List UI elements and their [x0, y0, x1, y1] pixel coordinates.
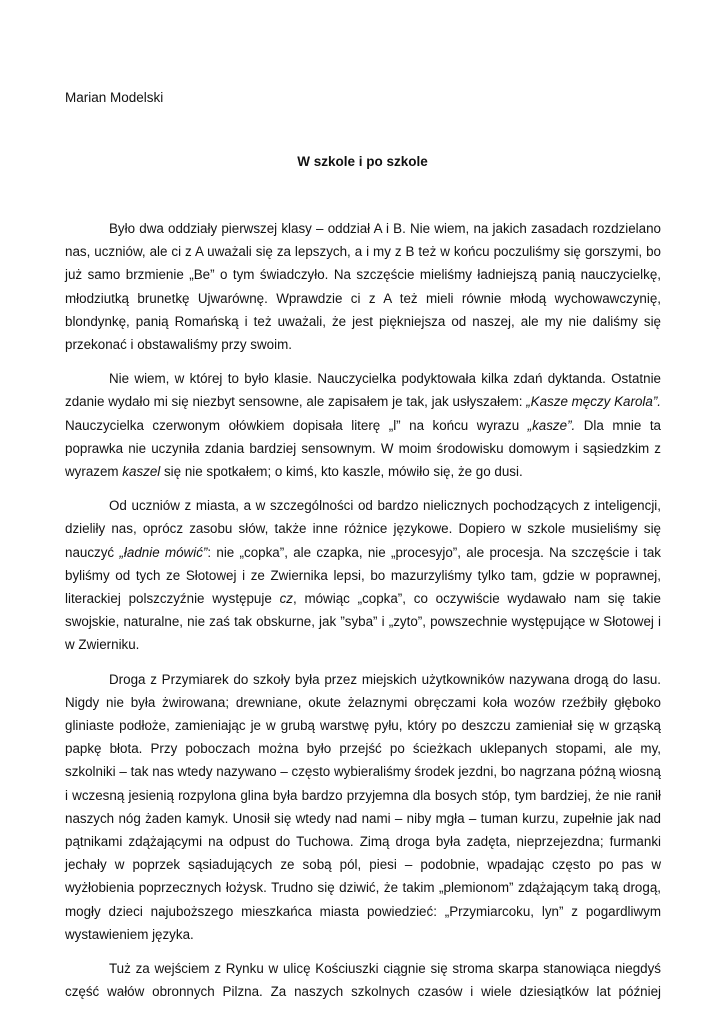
italic-segment: „ładnie mówić”: [119, 544, 208, 560]
text-segment: : nie „copka”, ale czapka, nie „procesyjo”, ale procesja. Na szczęście i tak byliśmy od tych ze Słotowej i ze Zwiernika lepsi, bo mazurzyliśmy tylko tam, gdzie w poprawnej, literackiej polszczyźnie występuje: [65, 544, 662, 607]
paragraph-4: [65, 668, 661, 946]
paragraph-2: [65, 367, 661, 483]
text-segment: Nie wiem, w której to było klasie. Nauczycielka podyktowała kilka zdań dyktanda. Ostatnie zdanie wydało mi się niezbyt sensowne, ale zapisałem je tak, jak usłyszałem:: [65, 371, 661, 410]
paragraph-3: [65, 494, 661, 656]
text-segment: Było dwa oddziały pierwszej klasy – oddział A i B. Nie wiem, na jakich zasadach rozdzielano nas, uczniów, ale ci z A uważali się za lepszych, a i my z B też w końcu poczuliśmy się gorszymi, bo już samo brzmienie „Be” o tym świadczyło. Na szczęście mieliśmy ładniejszą panią nauczycielkę, młodziutką brunetkę Ujwarównę. Wprawdzie ci z A też mieli równie młodą wychowawczynię, blondynkę, panią Romańską i też uważali, że jest piękniejsza od naszej, ale my nie daliśmy się przekonać i obstawaliśmy przy swoim.: [65, 221, 661, 353]
italic-segment: cz: [279, 591, 293, 607]
text-segment: Dla mnie ta poprawka nie uczyniła zdania bardziej sensownym. W moim środowisku domowym i sąsiedzkim z wyrazem: [65, 417, 661, 480]
paragraph-1: [65, 217, 661, 356]
text-segment: Nauczycielka czerwonym ołówkiem dopisała literę „l” na końcu wyrazu: [65, 417, 528, 433]
author-name: Marian Modelski: [65, 90, 164, 105]
italic-segment: „Kasze męczy Karola”.: [526, 394, 661, 410]
italic-segment: kaszel: [122, 464, 161, 480]
document-title: W szkole i po szkole: [297, 154, 428, 169]
text-segment: się nie spotkałem; o kimś, kto kaszle, mówiło się, że go dusi.: [160, 464, 523, 480]
text-segment: , mówiąc „copka”, co oczywiście wydawało nam się takie swojskie, naturalne, nie zaś tak obskurne, jak ”syba” i „zyto”, powszechnie występujące w Słotowej i w Zwierniku.: [65, 591, 661, 653]
paragraph-5: [65, 957, 661, 1003]
italic-segment: „kasze”.: [527, 417, 576, 433]
text-segment: Tuż za wejściem z Rynku w ulicę Kościuszki ciągnie się stroma skarpa stanowiąca niegdyś część wałów obronnych Pilzna. Za naszych szkolnych czasów i wiele dziesiątków lat później: [65, 961, 661, 1000]
text-segment: Od uczniów z miasta, a w szczególności od bardzo nielicznych pochodzących z inteligencji, dzieliły nas, oprócz zasobu słów, także inne różnice językowe. Dopiero w szkole musieliśmy się nauczyć: [65, 498, 661, 560]
text-segment: Droga z Przymiarek do szkoły była przez miejskich użytkowników nazywana drogą do lasu. Nigdy nie była żwirowana; drewniane, okute żelaznymi obręczami koła wozów rzeźbiły głęboko gliniaste podłoże, zamieniając je w grubą warstwę pyłu, który po deszczu zamieniał się w grząską papkę błota. Przy poboczach można było przejść po ścieżkach uklepanych stopami, ale my, szkolniki – tak nas wtedy nazywano – często wybieraliśmy środek jezdni, bo nagrzana późną wiosną i wczesną jesienią rozpylona glina była bardzo przyjemna dla bosych stóp, tym bardziej, że nie ranił naszych nóg żaden kamyk. Unosił się wtedy nad nami – niby mgła – tuman kurzu, zupełnie jak nad pątnikami zdążającymi na odpust do Tuchowa. Zimą droga była zadęta, nieprzejezdna; furmanki jechały w poprzek sąsiadujących ze sobą pól, piesi – podobnie, wpadając często po pas w wyżłobienia poprzecznych łożysk. Trudno się dziwić, że takim „plemionom” zdążającym taką drogą, mogły dzieci najuboższego mieszkańca miasta powiedzieć: „Przymiarcoku, lyn” z pogardliwym wystawieniem języka.: [65, 671, 661, 942]
document-body: [65, 217, 661, 1015]
